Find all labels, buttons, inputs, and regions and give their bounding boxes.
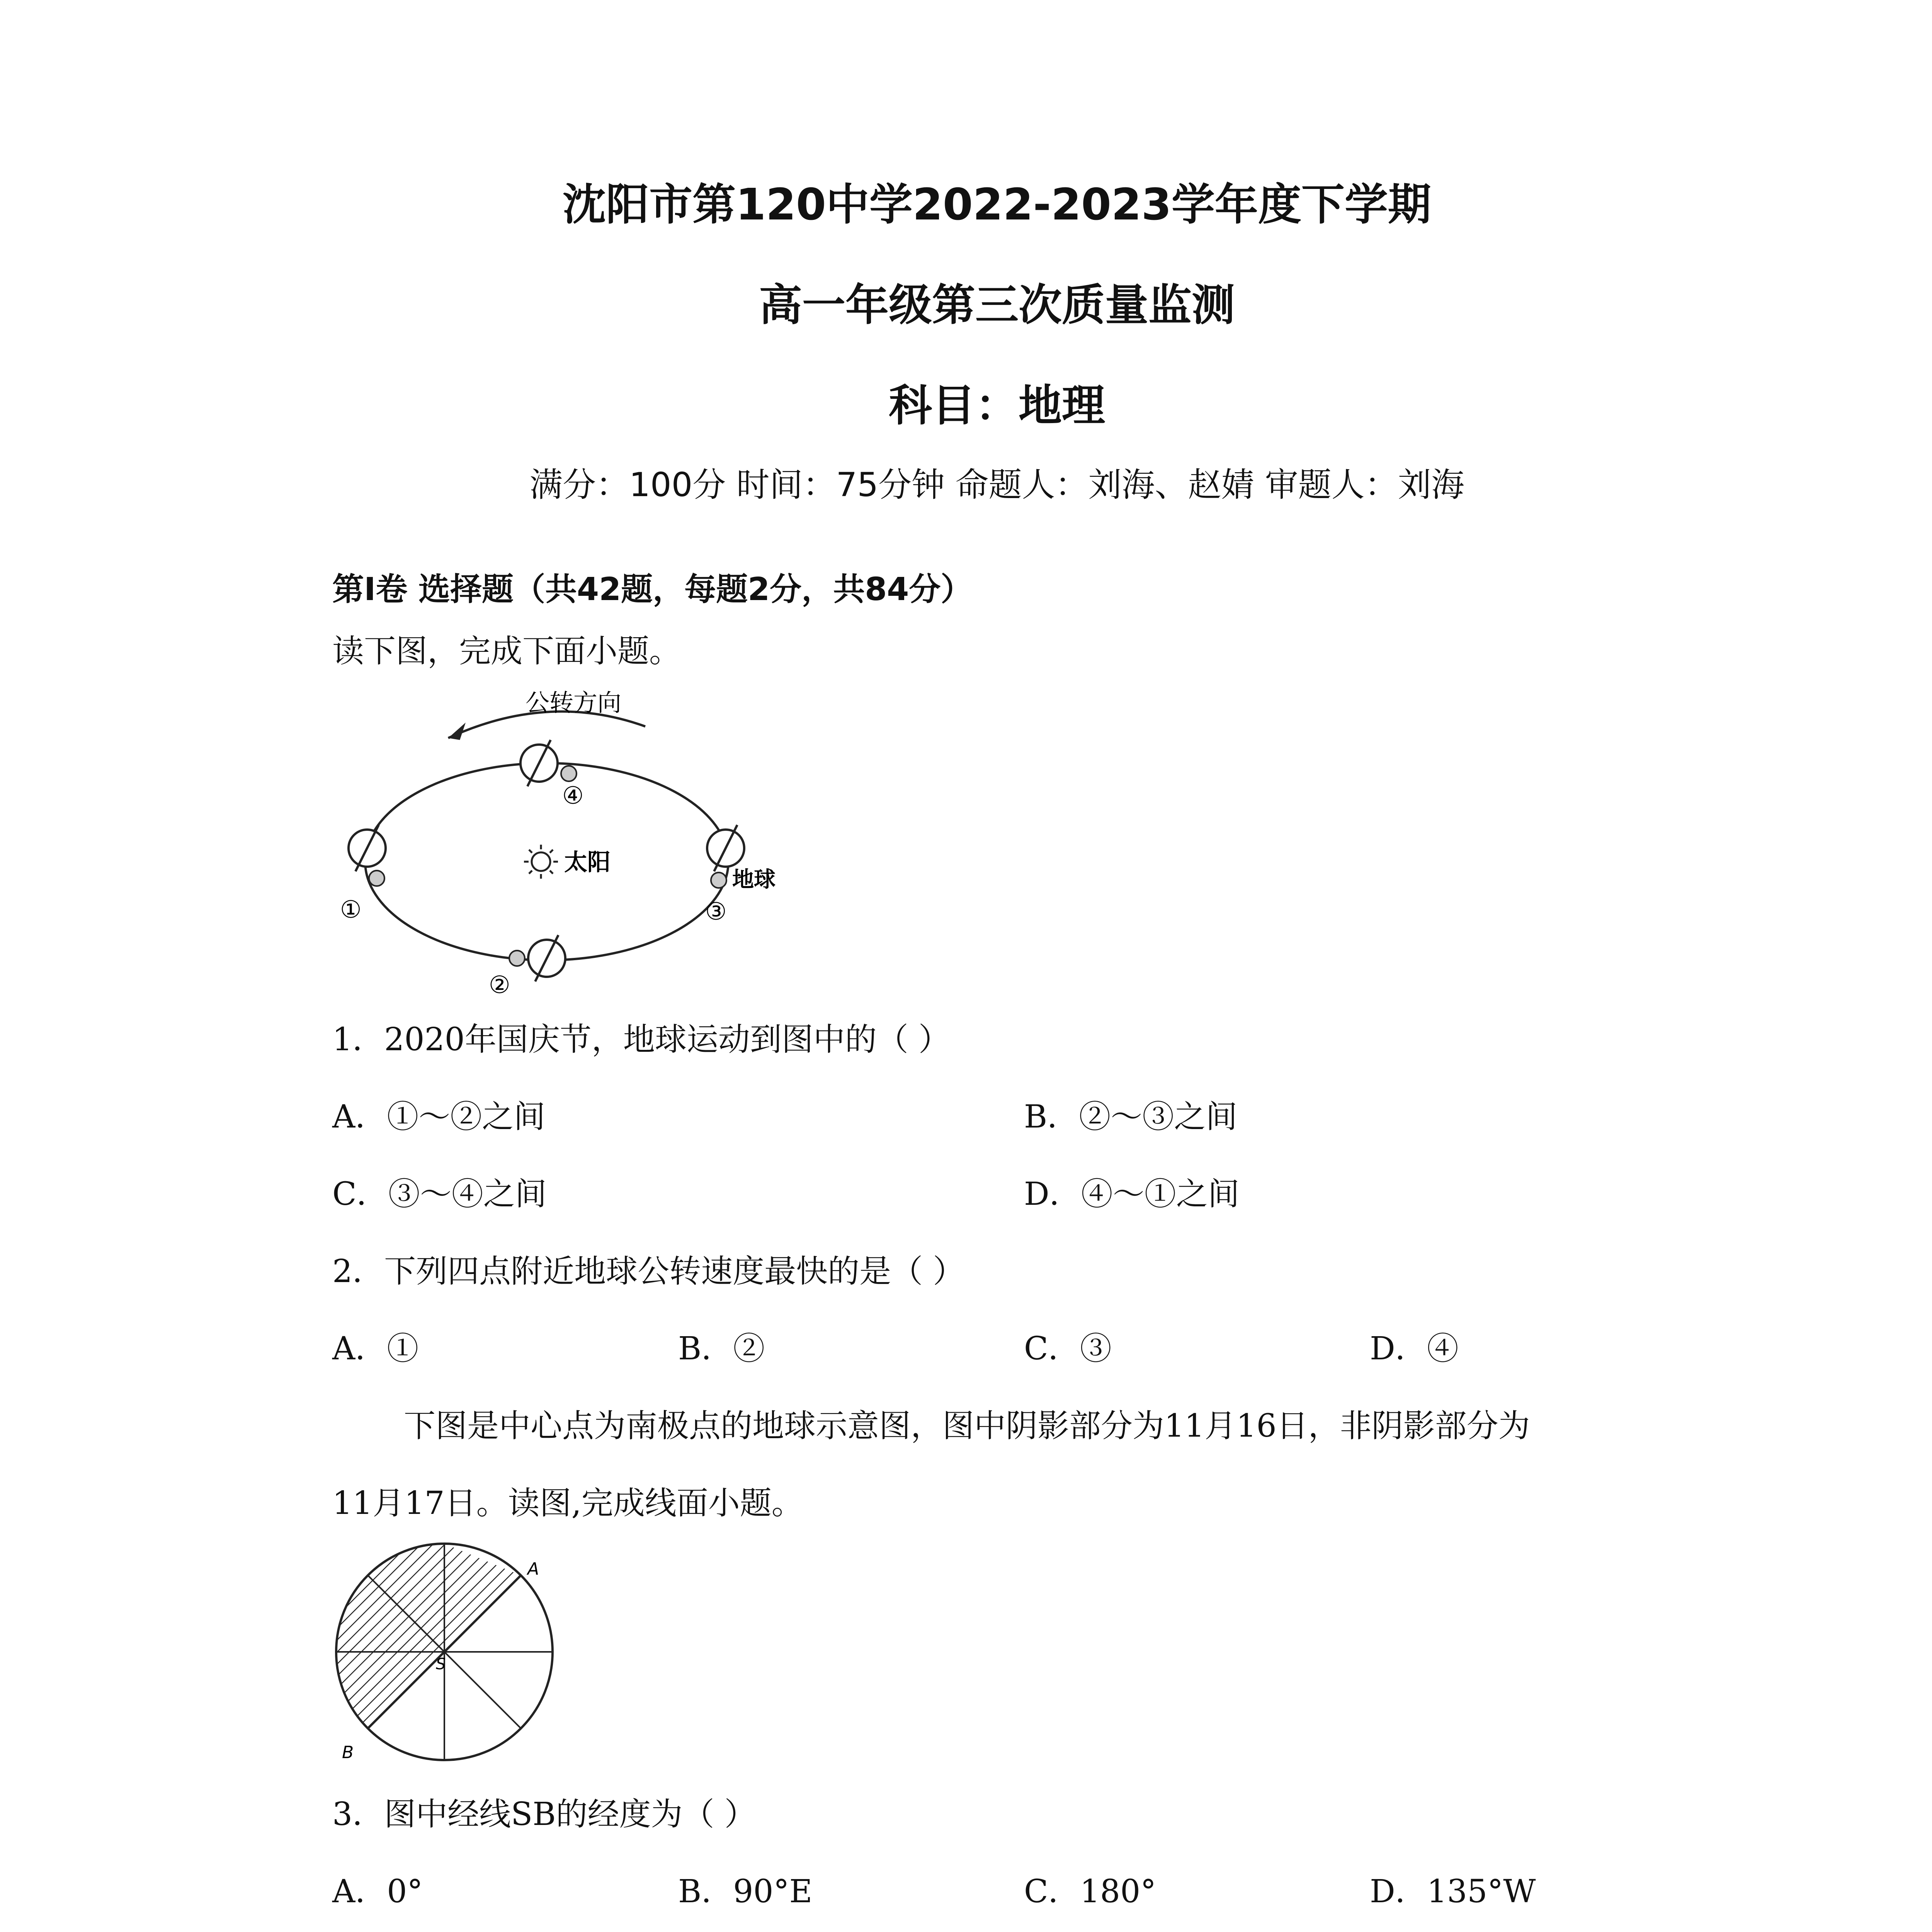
- polar-label-b: B: [342, 1743, 354, 1762]
- direction-label: 公转方向: [526, 689, 622, 717]
- exam-meta: 满分：100分 时间：75分钟 命题人：刘海、赵婧 审题人：刘海: [529, 466, 1464, 504]
- sun-label: 太阳: [564, 849, 611, 876]
- polar-label-a: A: [527, 1559, 539, 1579]
- q2-option-a: A．①: [332, 1330, 419, 1367]
- earth-label: 地球: [732, 867, 776, 892]
- point-1-label: ①: [340, 895, 362, 923]
- q1-option-c: C．③～④之间: [332, 1176, 547, 1213]
- q3-option-b: B．90°E: [678, 1873, 813, 1910]
- passage2-line1: 下图是中心点为南极点的地球示意图，图中阴影部分为11月16日，非阴影部分为: [404, 1408, 1530, 1444]
- exam-subject: 科目：地理: [889, 381, 1105, 431]
- earth-bottom: [509, 935, 565, 981]
- exam-title-line1: 沈阳市第120中学2022-2023学年度下学期: [563, 180, 1431, 230]
- q3-option-d: D．135°W: [1370, 1873, 1536, 1910]
- q2-option-d: D．④: [1370, 1330, 1459, 1367]
- q3-option-a: A．0°: [332, 1873, 423, 1910]
- point-3-label: ③: [705, 897, 727, 925]
- intro-text: 读下图，完成下面小题。: [332, 633, 681, 670]
- q2-option-c: C．③: [1024, 1330, 1112, 1367]
- passage2-line2: 11月17日。读图,完成线面小题。: [332, 1485, 803, 1522]
- orbit-ellipse: [365, 763, 728, 960]
- q3-stem: 3．图中经线SB的经度为（ ）: [332, 1796, 756, 1833]
- q2-stem: 2．下列四点附近地球公转速度最快的是（ ）: [332, 1253, 965, 1290]
- sun-icon: [524, 845, 558, 879]
- point-2-label: ②: [489, 971, 510, 999]
- q1-option-b: B．②～③之间: [1024, 1099, 1238, 1135]
- q1-stem: 1．2020年国庆节，地球运动到图中的（ ）: [332, 1021, 950, 1058]
- q1-option-d: D．④～①之间: [1024, 1176, 1240, 1213]
- polar-label-s: S: [436, 1655, 446, 1673]
- section-heading: 第Ⅰ卷 选择题（共42题，每题2分，共84分）: [332, 571, 973, 608]
- exam-title-line2: 高一年级第三次质量监测: [759, 280, 1235, 330]
- q1-option-a: A．①～②之间: [332, 1099, 546, 1135]
- polar-diagram: [332, 1536, 572, 1776]
- orbit-diagram: [332, 684, 796, 1001]
- q2-option-b: B．②: [678, 1330, 765, 1367]
- q3-option-c: C．180°: [1024, 1873, 1156, 1910]
- point-4-label: ④: [562, 781, 584, 810]
